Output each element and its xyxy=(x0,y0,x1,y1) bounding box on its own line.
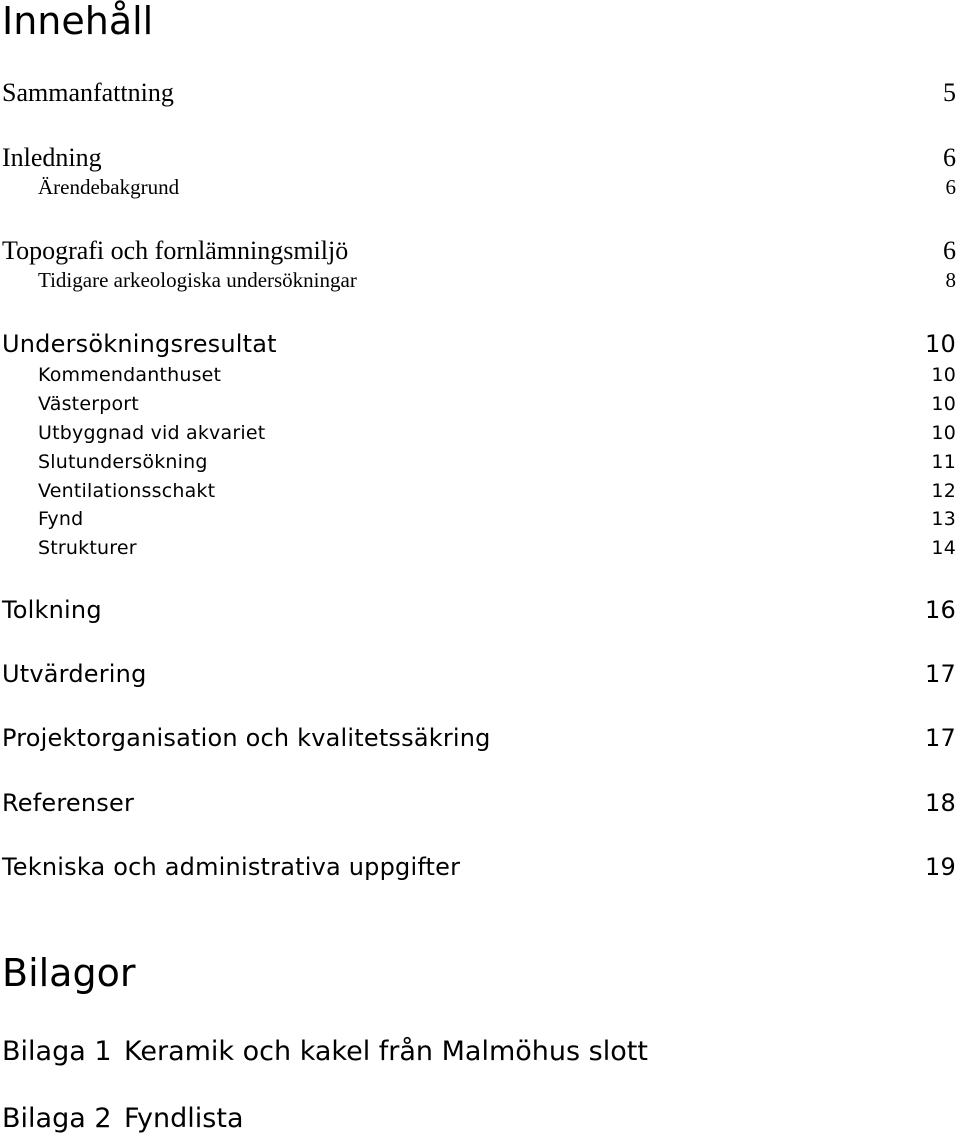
toc-entry-page: 16 xyxy=(925,596,956,624)
toc-entry-label: Västerport xyxy=(38,393,139,415)
toc-entry-page: 10 xyxy=(931,422,956,444)
toc-entry-kommendanthuset[interactable] xyxy=(2,366,956,385)
toc-entry-label: Tidigare arkeologiska undersökningar xyxy=(38,268,357,292)
toc-entry-sammanfattning[interactable] xyxy=(2,80,956,106)
toc-entry-tolkning[interactable] xyxy=(2,598,956,622)
toc-entry-slutundersokning[interactable] xyxy=(2,453,956,472)
toc-entry-utbyggnad-akvariet[interactable] xyxy=(2,424,956,443)
toc-entry-page: 10 xyxy=(931,364,956,386)
toc-entry-label: Tekniska och administrativa uppgifter xyxy=(2,853,461,881)
toc-entry-page: 5 xyxy=(943,78,956,107)
toc-entry-label: Tolkning xyxy=(2,596,102,624)
toc-entry-vasterport[interactable] xyxy=(2,395,956,414)
toc-entry-strukturer[interactable] xyxy=(2,539,956,558)
appendix-item-1[interactable] xyxy=(2,1038,648,1065)
toc-entry-label: Ärendebakgrund xyxy=(38,175,180,199)
toc-entry-label: Strukturer xyxy=(38,537,137,559)
toc-entry-page: 6 xyxy=(943,143,956,172)
toc-entry-projektorganisation[interactable] xyxy=(2,726,956,750)
appendix-title: Fyndlista xyxy=(124,1103,244,1134)
toc-title: Innehåll xyxy=(2,0,154,43)
appendix-title: Keramik och kakel från Malmöhus slott xyxy=(124,1036,648,1067)
toc-entry-label: Projektorganisation och kvalitetssäkring xyxy=(2,724,491,752)
appendix-number: Bilaga 2 xyxy=(2,1103,112,1134)
toc-entry-fynd[interactable] xyxy=(2,510,956,529)
toc-entry-arendebakgrund[interactable] xyxy=(2,177,956,198)
toc-entry-label: Referenser xyxy=(2,789,135,817)
toc-entry-page: 14 xyxy=(931,537,956,559)
toc-entry-label: Ventilationsschakt xyxy=(38,480,216,502)
toc-entry-label: Topografi och fornlämningsmiljö xyxy=(2,236,349,265)
toc-entry-page: 10 xyxy=(925,330,956,358)
toc-entry-page: 8 xyxy=(945,268,956,292)
toc-entry-page: 6 xyxy=(943,236,956,265)
toc-entry-label: Slutundersökning xyxy=(38,451,208,473)
toc-entry-label: Undersökningsresultat xyxy=(2,330,277,358)
toc-entry-label: Utvärdering xyxy=(2,660,147,688)
toc-entry-page: 17 xyxy=(925,660,956,688)
toc-entry-page: 12 xyxy=(931,480,956,502)
toc-entry-page: 13 xyxy=(931,508,956,530)
toc-entry-ventilationsschakt[interactable] xyxy=(2,482,956,501)
toc-entry-tekniska-uppgifter[interactable] xyxy=(2,855,956,879)
appendices-title: Bilagor xyxy=(2,951,136,995)
toc-entry-label: Kommendanthuset xyxy=(38,364,222,386)
toc-entry-utvardering[interactable] xyxy=(2,662,956,686)
toc-entry-label: Sammanfattning xyxy=(2,78,174,107)
toc-entry-topografi[interactable] xyxy=(2,238,956,264)
toc-entry-page: 17 xyxy=(925,724,956,752)
toc-entry-page: 19 xyxy=(925,853,956,881)
toc-entry-label: Inledning xyxy=(2,143,102,172)
appendix-number: Bilaga 1 xyxy=(2,1036,112,1067)
toc-entry-referenser[interactable] xyxy=(2,791,956,815)
toc-entry-inledning[interactable] xyxy=(2,145,956,171)
toc-entry-page: 11 xyxy=(931,451,956,473)
toc-entry-tidigare-undersokningar[interactable] xyxy=(2,270,956,291)
toc-entry-page: 18 xyxy=(925,789,956,817)
toc-entry-page: 10 xyxy=(931,393,956,415)
toc-entry-label: Fynd xyxy=(38,508,84,530)
toc-entry-label: Utbyggnad vid akvariet xyxy=(38,422,266,444)
toc-entry-page: 6 xyxy=(945,175,956,199)
toc-entry-undersokningsresultat[interactable] xyxy=(2,332,956,356)
appendix-item-2[interactable] xyxy=(2,1105,243,1132)
